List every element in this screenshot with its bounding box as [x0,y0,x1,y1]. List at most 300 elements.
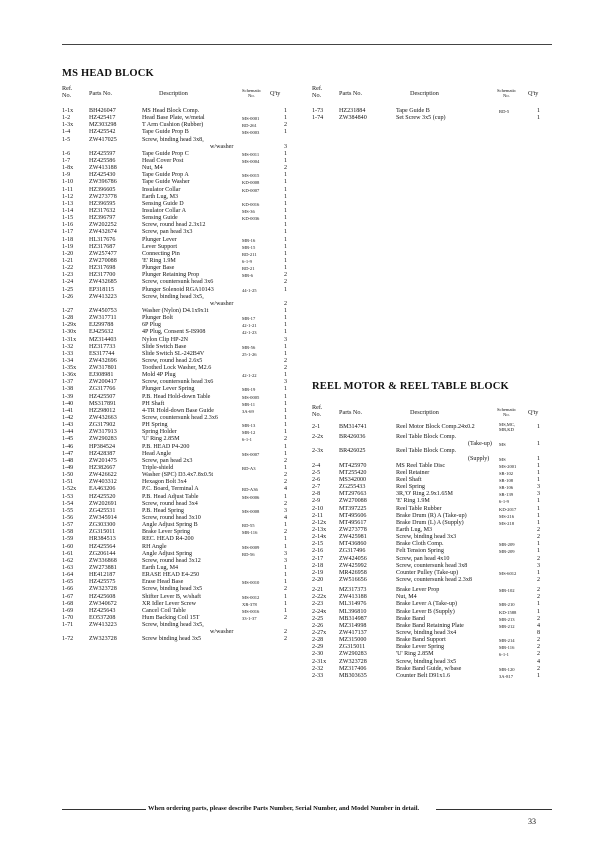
schematic-no: MR-13 [242,423,256,429]
description: Brake Cloth Comp. [396,541,444,548]
qty: 2 [284,586,288,593]
part-row [62,129,302,136]
ref-no: 1-12 [62,193,74,200]
part-row [62,486,302,493]
qty: 2 [284,165,288,172]
qty: 3 [284,507,288,514]
schematic-no: MR-213 [499,616,515,622]
schematic-no: MS-0008 [242,508,260,514]
parts-no: HP384524 [89,443,116,450]
description: Insulator Collar A [142,207,187,214]
part-row [312,623,552,630]
part-row [312,651,552,658]
part-row [312,577,552,584]
description: 3R,'O' Ring 2.9x1.65M [396,491,453,498]
qty: 1 [537,548,541,555]
ref-no: 1-57 [62,522,74,529]
header-parts-no: Parts No. [339,90,363,97]
part-row [62,187,302,194]
ref-no: 2-30 [312,651,324,658]
part-row [62,565,302,572]
qty: 1 [537,608,541,615]
description: Cancel Coil Table [142,607,186,614]
part-row [312,534,552,541]
ref-no: 1-32 [62,343,74,350]
part-row [62,272,302,279]
schematic-no: MR-209 [499,549,515,555]
parts-no: EA463206 [89,486,116,493]
qty: 8 [537,629,541,636]
description: Plunger Bolt [142,315,173,322]
part-row [312,666,552,673]
part-row [312,630,552,637]
description: Toothed Lock Washer, M2.6 [142,365,212,372]
description: Brake Lever Prop [396,587,440,594]
qty: 4 [537,658,541,665]
parts-no: ZW340672 [89,600,117,607]
schematic-no: MS-0006 [242,494,260,500]
description: 'E' Ring 1.9M [142,257,176,264]
schematic-no: 42-1-21 [242,323,257,329]
description: Triple-shield [142,465,174,472]
part-row [312,115,552,122]
ref-no: 1-40 [62,400,74,407]
page-number: 33 [528,817,536,826]
part-row [62,444,302,451]
qty: 1 [537,424,541,430]
schematic-no: MS-0012 [242,594,260,600]
parts-no: HL317676 [89,236,116,243]
description: Counter Belt D91x1.6 [396,672,450,679]
schematic-no: RD-211 [242,251,257,257]
part-row [62,279,302,286]
schematic-no: MR-19 [242,387,256,393]
part-row [62,579,302,586]
qty: 2 [284,457,288,464]
description: Set Screw 3x5 (cup) [396,115,446,122]
schematic-no: 6-1-1 [499,652,509,658]
parts-no: HZ425430 [89,172,116,179]
parts-no: BM314741 [339,424,367,430]
ref-no: 2-8 [312,491,321,498]
part-row [62,358,302,365]
parts-no: ZW450753 [89,307,117,314]
parts-no: EJ308981 [89,372,114,379]
ref-no: 1-29x [62,322,77,329]
description: Head Cover Post [142,157,184,164]
parts-no: HZ425597 [89,150,116,157]
description: Plunger Retaining Prop [142,272,200,279]
qty: 1 [284,250,288,257]
qty: 1 [284,607,288,614]
ref-no: 1-34 [62,357,74,364]
parts-no: HZ425417 [89,115,116,122]
ref-no: 1-16 [62,222,74,229]
description: Reel Table Rubber [396,505,442,512]
schematic-no: MR-56 [242,344,256,350]
parts-no: ES317744 [89,350,115,357]
ref-no: 1-45 [62,436,74,443]
ref-no: 1-17 [62,229,74,236]
ref-no: 1-24 [62,279,74,286]
ref-no: 1-23 [62,272,74,279]
description: MS Head Block Comp. [142,108,200,114]
header-ref: Ref. [62,85,73,92]
description: Reel Shaft [396,476,422,483]
qty: 1 [284,257,288,264]
part-row [312,434,552,441]
qty: 3 [284,379,288,386]
qty: 1 [284,229,288,236]
description: w/washer [210,143,234,150]
header-qty: Q'ty [528,90,539,97]
qty: 1 [284,150,288,157]
description: Screw, countersunk head 3x8 [396,562,468,569]
ref-no: 1-53 [62,493,74,500]
part-row [62,294,302,301]
part-row [62,479,302,486]
description: Tape Guide B [396,108,430,114]
parts-no: ZW417137 [339,629,367,636]
qty: 1 [537,672,541,679]
qty: 2 [537,637,541,644]
ref-no: 1-31x [62,336,77,343]
schematic-no: RD-A3 [242,466,256,472]
part-row [312,587,552,594]
ref-no: 2-26 [312,622,324,629]
qty: 2 [284,357,288,364]
parts-no: MR426958 [339,569,367,576]
ref-no: 2-4 [312,462,321,469]
ref-no: 1-22 [62,265,74,272]
parts-no: ZW273778 [339,526,367,533]
part-row [62,308,302,315]
ref-no: 1-46 [62,443,74,450]
description: Screw, countersunk head 3x6 [142,279,214,286]
parts-no: EO537208 [89,614,116,621]
qty: 1 [284,186,288,193]
description: Plunger Solenoid RGA10143 [142,286,214,293]
parts-no: MS342000 [339,476,367,483]
ref-no: 2-21 [312,587,324,594]
part-row [312,609,552,616]
description: w/washer [210,629,234,636]
qty: 1 [284,129,288,136]
ref-no: 1-33 [62,350,74,357]
parts-no: MT495606 [339,512,367,519]
qty: 2 [284,472,288,479]
ref-no: 1-14 [62,207,74,214]
schematic-no: MR-15 [242,244,256,250]
schematic-no: 42-1-22 [242,373,257,379]
ref-no: 1-74 [312,115,324,122]
parts-no: ZW345914 [89,515,117,522]
ref-no: 2-6 [312,476,321,483]
ref-no: 2-2x [312,434,324,441]
ref-no: 1-63 [62,565,74,571]
qty: 1 [537,108,541,114]
description: Angle Adjust Spring [142,550,193,557]
parts-no: MZ303298 [89,122,117,129]
qty: 1 [284,493,288,500]
part-row [312,513,552,520]
parts-no: ZW413188 [339,594,367,601]
qty: 1 [284,115,288,122]
parts-no: ZW202252 [89,222,117,229]
header-parts-no: Parts No. [339,409,363,416]
qty: 1 [284,415,288,422]
ref-no: 2-33 [312,672,324,679]
parts-no: ZW417025 [89,136,117,143]
part-row [312,463,552,470]
ref-no: 1-13 [62,200,74,207]
part-row [312,520,552,527]
part-row [312,498,552,505]
description: Reel Table Block Comp. [396,434,457,441]
parts-no: ZW432663 [89,415,117,422]
parts-no: ZW425992 [339,562,367,569]
description: 'U' Ring 2.85M [142,436,180,443]
qty: 1 [284,193,288,200]
ref-no: 1-67 [62,593,74,600]
description: Slide Switch Base [142,343,187,350]
parts-no: ZW323728 [89,586,117,593]
parts-no: EP318115 [89,286,115,293]
qty: 2 [537,587,541,594]
schematic-no: MR-12 [242,430,256,436]
description: PH Shaft [142,400,165,407]
parts-no: ZW317801 [89,365,117,372]
ref-no: 2-11 [312,512,323,519]
description: Head Angle [142,450,171,457]
schematic-no: MS-6012 [499,570,517,576]
ref-no: 2-12x [312,519,327,526]
ref-no: 1-2 [62,115,71,122]
description: Screw, binding head 3x5, [142,622,204,629]
part-row [62,386,302,393]
ms-head-block-parts-continued [312,108,552,122]
part-row [62,586,302,593]
qty: 1 [284,315,288,322]
part-row [62,215,302,222]
ref-no: 1-28 [62,315,74,322]
part-row [62,322,302,329]
part-row [62,222,302,229]
header-ref-no: No. [312,92,322,99]
ref-no: 1-47 [62,450,74,457]
part-row [62,144,302,151]
description: Tape Guide Prop A [142,172,189,179]
parts-no: HZ425643 [89,607,116,614]
part-row [312,470,552,477]
part-row [312,556,552,563]
part-row [312,506,552,513]
ref-no: 2-28 [312,637,324,644]
description: Erase Head Base [142,579,184,586]
parts-no: ML314976 [339,601,367,608]
part-row [62,522,302,529]
qty: 1 [284,172,288,179]
ref-no: 2-18 [312,562,324,569]
parts-no: MT425970 [339,462,367,469]
section-title-ms-head-block: MS HEAD BLOCK [62,68,154,79]
parts-no: MT297663 [339,491,367,498]
parts-no: ZW200417 [89,379,117,386]
description: P.B. Head Spring [142,507,184,514]
ref-no: 1-27 [62,307,74,314]
parts-no: MT397225 [339,505,367,512]
ref-no: 1-35x [62,365,77,372]
part-row [62,458,302,465]
qty: 1 [284,207,288,214]
ref-no: 2-16 [312,548,324,555]
description: Nylon Clip HP-2N [142,336,189,343]
part-row [62,601,302,608]
description: P.B. Head Hold-down Table [142,393,211,400]
description: Screw, round head 3x12 [142,557,201,564]
part-row [62,551,302,558]
parts-no: ZW396786 [89,179,117,186]
parts-no: HZ382667 [89,465,116,472]
qty: 1 [284,386,288,393]
part-row [62,394,302,401]
schematic-no: SR-106 [499,485,514,491]
qty: 1 [284,579,288,586]
part-row [312,616,552,623]
qty: 1 [284,350,288,357]
part-row [62,244,302,251]
schematic-no: MR-16 [242,237,256,243]
qty: 2 [537,665,541,672]
description: Insulator Collar [142,186,181,193]
schematic-no: 6-1-9 [499,499,509,505]
part-row [312,601,552,608]
description: Brake Lever A (Take-up) [396,601,457,608]
qty: 1 [284,236,288,243]
schematic-no: MS-0004 [242,158,260,164]
parts-no: ZW413223 [89,622,117,629]
description: Earth Lug, M3 [142,193,179,200]
part-row [62,208,302,215]
schematic-no: MR-209 [499,542,515,548]
description: Nut, M4 [142,165,163,172]
part-row [62,329,302,336]
qty: 1 [284,265,288,272]
header-description: Description [159,90,188,97]
qty: 1 [284,286,288,293]
part-row [62,351,302,358]
ref-no: 1-20 [62,250,74,257]
description: Plunger Lever [142,236,177,243]
ref-no: 1-58 [62,529,74,536]
description: Hexagon Bolt 3x4 [142,479,187,486]
qty: 1 [284,422,288,429]
ref-no: 1-15 [62,215,74,222]
ref-no: 1-36x [62,372,77,379]
qty: 2 [284,500,288,507]
qty: 4 [537,622,541,629]
part-row [62,572,302,579]
parts-no: HZ317687 [89,243,116,250]
qty: 2 [537,576,541,583]
parts-no: ZW516656 [339,576,367,583]
part-row [62,529,302,536]
description: Brake Band Support [396,637,446,644]
qty: 1 [537,601,541,608]
description: Tape Guide Prop C [142,150,189,157]
qty: 1 [284,407,288,414]
qty: 2 [284,614,288,621]
ref-no: 1-69 [62,607,74,614]
ref-no: 1-9 [62,172,71,179]
qty: 1 [537,569,541,576]
part-row [62,315,302,322]
parts-no: MB314987 [339,615,367,622]
ref-no: 2-31x [312,658,327,665]
part-row [62,615,302,622]
part-row [62,365,302,372]
description: MS Reel Table Disc [396,462,446,469]
ref-no: 2-17 [312,555,324,562]
schematic-no: MS-36 [242,208,255,214]
qty: 3 [284,557,288,564]
part-row [62,179,302,186]
description: Screw, round head 3x10 [142,515,201,522]
parts-no: ZW323728 [89,636,117,643]
schematic-no: 44-1-25 [242,287,257,293]
schematic-no: MS-0016 [242,608,260,614]
description: Screw, round head 2.6x5 [142,357,203,364]
parts-no: HZ396605 [89,186,116,193]
qty: 1 [284,443,288,450]
part-row [62,122,302,129]
ref-no: 1-50 [62,472,74,479]
description: PH Spring [142,422,168,429]
ref-no: 1-30x [62,329,77,336]
parts-no: HZ428387 [89,450,116,457]
description: 'U' Ring 2.85M [396,651,434,658]
ref-no: 2-25 [312,615,324,622]
ref-no: 1-59 [62,536,74,543]
description: Screw, binding head 3x5 [142,586,203,593]
ref-no: 2-22x [312,594,327,601]
header-parts-no: Parts No. [89,90,113,97]
ref-no: 2-10 [312,505,324,512]
header-ref: Ref. [312,404,323,411]
schematic-no: MR-17 [242,316,256,322]
part-row [62,515,302,522]
description: Mold 4P Plug [142,372,176,379]
schematic-no: 25-1-26 [242,351,257,357]
ref-no: 1-19 [62,243,74,250]
parts-no: EJ299788 [89,322,114,329]
schematic-no: MR-210 [499,602,515,608]
part-row [62,344,302,351]
qty: 3 [537,491,541,498]
part-row [312,456,552,463]
qty: 1 [284,329,288,336]
part-row [312,484,552,491]
ref-no: 1-41 [62,407,74,414]
parts-no: MZ314998 [339,622,367,629]
parts-no: ZW425981 [339,534,367,541]
part-row [62,301,302,308]
parts-no: ZW323728 [339,658,367,665]
parts-no: HZ298012 [89,407,116,414]
schematic-no: MS-0015 [242,173,260,179]
description: (Take-up) [468,441,492,448]
description: Sensing Guide D [142,200,184,207]
